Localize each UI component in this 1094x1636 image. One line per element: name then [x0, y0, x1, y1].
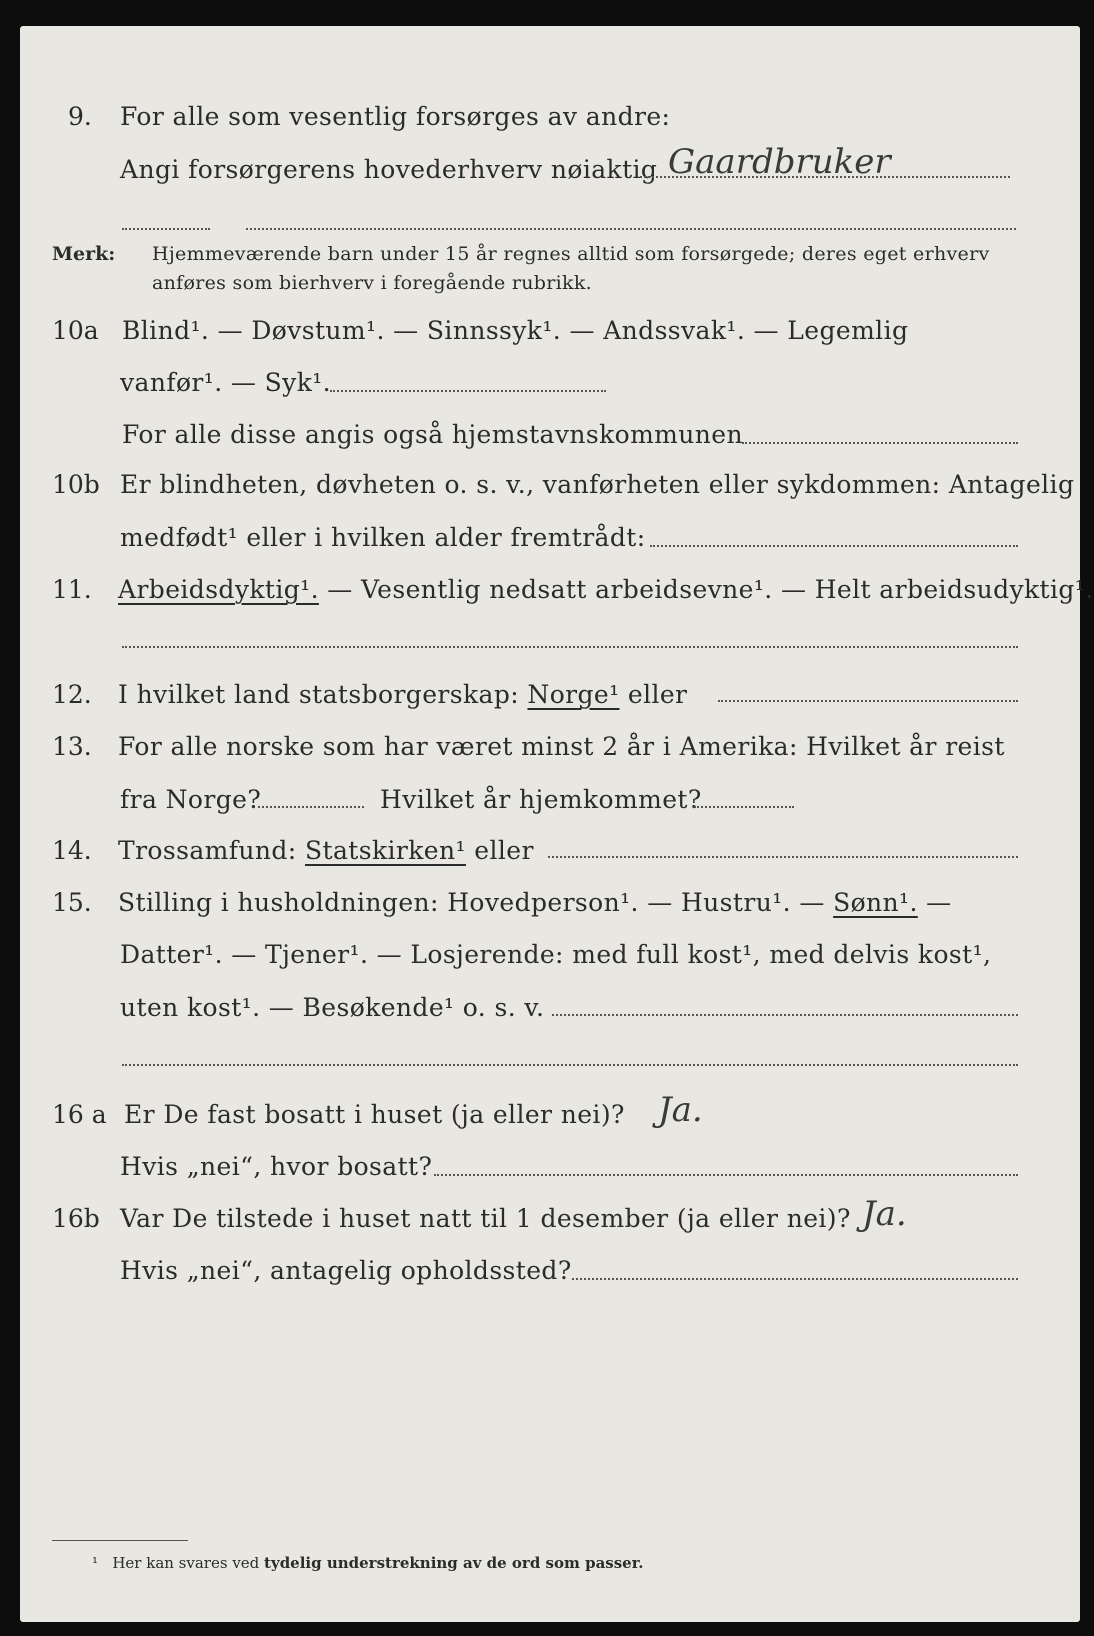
q12-option-norge: Norge¹: [527, 680, 620, 709]
q13-number: 13.: [52, 732, 92, 761]
q12-line: [118, 680, 687, 709]
q12-answer-line: [718, 700, 1018, 702]
q16b-line2: Hvis „nei“, antagelig opholdssted?: [120, 1256, 572, 1285]
q15-option-sonn: Sønn¹.: [833, 888, 918, 917]
q16a-number: 16 a: [52, 1100, 107, 1129]
q10a-line1: Blind¹. — Døvstum¹. — Sinnssyk¹. — Andssvak¹. — Legemlig: [122, 316, 909, 345]
q11-line: [118, 575, 1094, 604]
q16a-handwritten-answer: Ja.: [658, 1090, 703, 1130]
q14-eller: eller: [465, 836, 534, 865]
q9-line2: Angi forsørgerens hovederhverv nøiaktig: [120, 155, 658, 184]
q15-line1-text: Stilling i husholdningen: Hovedperson¹. — Hustru¹. —: [118, 888, 825, 917]
q12-eller: eller: [619, 680, 688, 709]
q11-other-options: — Vesentlig nedsatt arbeidsevne¹. — Helt arbeidsudyktig¹.: [318, 575, 1094, 604]
q12-number: 12.: [52, 680, 92, 709]
q10a-hjemstavn-line: [742, 442, 1018, 444]
q11-option-arbeidsdyktig: Arbeidsdyktig¹.: [118, 575, 319, 604]
q16b-line1: Var De tilstede i huset natt til 1 desember (ja eller nei)?: [120, 1204, 851, 1233]
footnote-rule: [52, 1540, 188, 1541]
q9-extra-line-b: [246, 228, 1016, 230]
q9-number: 9.: [68, 102, 92, 131]
q13-hjemkommet-line: [694, 806, 794, 808]
q13-line2a: fra Norge?: [120, 785, 262, 814]
q15-answer-line: [552, 1014, 1018, 1016]
q13-line2b: Hvilket år hjemkommet?: [380, 785, 702, 814]
merk-line1: Hjemmeværende barn under 15 år regnes alltid som forsørgede; deres eget erhverv: [152, 243, 990, 265]
q15-line2: Datter¹. — Tjener¹. — Losjerende: med full kost¹, med delvis kost¹,: [120, 940, 992, 969]
merk-line2: anføres som bierhverv i foregående rubrikk.: [152, 272, 592, 294]
q10b-number: 10b: [52, 470, 100, 499]
q10b-answer-line: [650, 545, 1018, 547]
footnote-text: Her kan svares ved: [112, 1554, 265, 1572]
q15-number: 15.: [52, 888, 92, 917]
q10a-number: 10a: [52, 316, 99, 345]
q15-line1: [118, 888, 952, 917]
q13-line1: For alle norske som har været minst 2 år i Amerika: Hvilket år reist: [118, 732, 1005, 761]
q10a-line3: For alle disse angis også hjemstavnskommunen: [122, 420, 743, 449]
q10a-line2: vanfør¹. — Syk¹.: [120, 368, 332, 397]
q11-extra-line: [122, 646, 1018, 648]
q11-number: 11.: [52, 575, 92, 604]
q14-question: Trossamfund:: [118, 836, 297, 865]
q15-line1-end: —: [917, 888, 952, 917]
q12-question: I hvilket land statsborgerskap:: [118, 680, 520, 709]
q9-extra-line-a: [122, 228, 210, 230]
q15-extra-line: [122, 1064, 1018, 1066]
merk-label: Merk:: [52, 243, 116, 265]
q10b-line2: medfødt¹ eller i hvilken alder fremtrådt:: [120, 523, 646, 552]
q16b-handwritten-answer: Ja.: [862, 1194, 907, 1234]
q14-option-statskirken: Statskirken¹: [305, 836, 466, 865]
q14-number: 14.: [52, 836, 92, 865]
q16b-number: 16b: [52, 1204, 100, 1233]
q10b-line1: Er blindheten, døvheten o. s. v., vanførheten eller sykdommen: Antagelig: [120, 470, 1075, 499]
census-form-page: [20, 26, 1080, 1622]
q16a-bosatt-line: [434, 1174, 1018, 1176]
q14-line: [118, 836, 534, 865]
q16b-opholdssted-line: [572, 1278, 1018, 1280]
footnote-bold-text: tydelig understrekning av de ord som passer.: [264, 1554, 644, 1572]
footnote: [92, 1554, 643, 1572]
q13-reist-line: [258, 806, 364, 808]
q15-line3: uten kost¹. — Besøkende¹ o. s. v.: [120, 993, 545, 1022]
q10a-syk-line: [330, 390, 606, 392]
q9-line1: For alle som vesentlig forsørges av andre:: [120, 102, 671, 131]
q16a-line2: Hvis „nei“, hvor bosatt?: [120, 1152, 433, 1181]
q9-handwritten-answer: Gaardbruker: [668, 142, 891, 182]
q16a-line1: Er De fast bosatt i huset (ja eller nei)?: [124, 1100, 625, 1129]
q14-answer-line: [548, 856, 1018, 858]
footnote-mark: ¹: [92, 1554, 99, 1572]
